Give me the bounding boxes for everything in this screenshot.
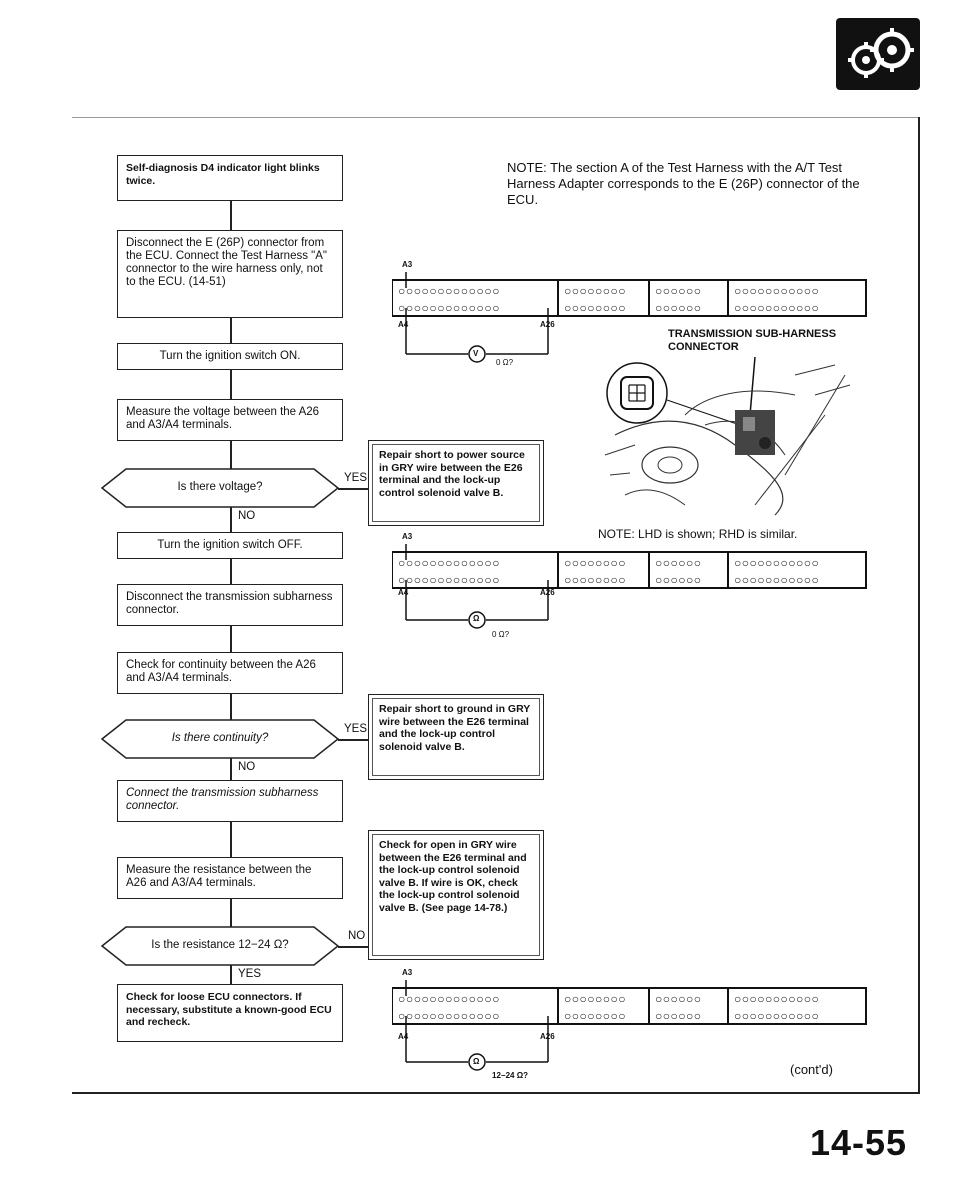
svg-text:○○○○○○: ○○○○○○ xyxy=(655,556,702,570)
svg-text:○○○○○○○○○○○○○: ○○○○○○○○○○○○○ xyxy=(398,573,501,587)
page-number: 14-55 xyxy=(810,1122,908,1163)
step-measure-resistance xyxy=(117,857,343,899)
step-check-continuity-text: Check for continuity between the A26 and A3/A4 terminals. xyxy=(126,659,316,684)
pin-a3-label-3: A3 xyxy=(402,968,413,977)
q3-no-line xyxy=(338,946,370,948)
step-measure-voltage-text: Measure the voltage between the A26 and A3/A4 terminals. xyxy=(126,406,320,431)
note-lhd: NOTE: LHD is shown; RHD is similar. xyxy=(598,527,798,541)
top-rule xyxy=(72,117,919,118)
step-check-ecu-connectors-text: Check for loose ECU connectors. If necessary, substitute a known-good ECU and recheck. xyxy=(126,991,332,1028)
right-rule xyxy=(918,117,920,1093)
q1-yes-line xyxy=(338,488,370,490)
step-disconnect-e-connector-text: Disconnect the E (26P) connector from the ECU. Connect the Test Harness "A" connector to the wire harness only, not to the ECU. (14-51) xyxy=(126,237,327,288)
pin-a4-label-3: A4 xyxy=(398,1032,409,1041)
transmission-illustration xyxy=(595,355,855,525)
connector-diagram-continuity xyxy=(392,532,870,647)
meter-ohm-symbol-3: Ω xyxy=(473,1057,480,1066)
svg-text:○○○○○○: ○○○○○○ xyxy=(655,284,702,298)
svg-text:○○○○○○○○: ○○○○○○○○ xyxy=(564,992,626,1006)
reading-1: 0 Ω? xyxy=(496,358,514,367)
step-ignition-on-text: Turn the ignition switch ON. xyxy=(159,350,301,362)
decision-resistance-text: Is the resistance 12−24 Ω? xyxy=(151,939,289,951)
step-self-diagnosis xyxy=(117,155,343,201)
step-self-diagnosis-text: Self-diagnosis D4 indicator light blinks twice. xyxy=(126,162,320,187)
svg-text:○○○○○○○○○○○○○: ○○○○○○○○○○○○○ xyxy=(398,1009,501,1023)
step-disconnect-subharness xyxy=(117,584,343,626)
svg-text:○○○○○○○○: ○○○○○○○○ xyxy=(564,556,626,570)
q2-yes-line xyxy=(338,739,370,741)
svg-text:○○○○○○○○: ○○○○○○○○ xyxy=(564,573,626,587)
svg-text:○○○○○○○○○○○: ○○○○○○○○○○○ xyxy=(734,301,820,315)
step-measure-voltage xyxy=(117,399,343,441)
result-short-to-ground-text: Repair short to ground in GRY wire between the E26 terminal and the lock-up control solenoid valve B. xyxy=(379,703,531,753)
meter-v-symbol: V xyxy=(473,349,479,358)
result-short-to-ground xyxy=(368,694,544,780)
pin-a3-label-2: A3 xyxy=(402,532,413,541)
note-test-harness: NOTE: The section A of the Test Harness with the A/T Test Harness Adapter corresponds to the E (26P) connector of the ECU. xyxy=(507,160,860,207)
svg-text:○○○○○○○○○○○○○: ○○○○○○○○○○○○○ xyxy=(398,556,501,570)
svg-text:○○○○○○○○○○○○○: ○○○○○○○○○○○○○ xyxy=(398,301,501,315)
step-connect-subharness-text: Connect the transmission subharness connector. xyxy=(126,787,319,812)
pin-a4-label-2: A4 xyxy=(398,588,409,597)
svg-text:○○○○○○○○○○○○○: ○○○○○○○○○○○○○ xyxy=(398,284,501,298)
svg-text:○○○○○○: ○○○○○○ xyxy=(655,573,702,587)
step-disconnect-e-connector xyxy=(117,230,343,318)
section-icon xyxy=(836,18,920,90)
result-check-open xyxy=(368,830,544,960)
q1-yes-label: YES xyxy=(344,472,368,484)
q2-no-label: NO xyxy=(238,761,256,773)
result-short-to-power xyxy=(368,440,544,526)
svg-text:○○○○○○○○○○○: ○○○○○○○○○○○ xyxy=(734,284,820,298)
svg-text:○○○○○○: ○○○○○○ xyxy=(655,1009,702,1023)
decision-voltage-text: Is there voltage? xyxy=(177,481,263,493)
svg-text:○○○○○○○○: ○○○○○○○○ xyxy=(564,1009,626,1023)
step-disconnect-subharness-text: Disconnect the transmission subharness connector. xyxy=(126,591,333,616)
svg-text:○○○○○○○○○○○: ○○○○○○○○○○○ xyxy=(734,1009,820,1023)
gears-icon xyxy=(836,18,920,90)
pin-a4-label: A4 xyxy=(398,320,409,329)
decision-continuity-text: Is there continuity? xyxy=(171,732,269,744)
q3-yes-label: YES xyxy=(238,968,262,980)
svg-text:○○○○○○: ○○○○○○ xyxy=(655,992,702,1006)
svg-text:○○○○○○: ○○○○○○ xyxy=(655,301,702,315)
result-check-open-text: Check for open in GRY wire between the E26 terminal and the lock-up control solenoid valve B. If wire is OK, check the lock-up control solenoid valve B. (See page 14-78.) xyxy=(379,839,527,914)
transmission-connector-label: TRANSMISSION SUB-HARNESS CONNECTOR xyxy=(668,328,837,353)
step-ignition-off-text: Turn the ignition switch OFF. xyxy=(157,539,303,551)
reading-3: 12−24 Ω? xyxy=(492,1071,528,1080)
pin-a26-label: A26 xyxy=(540,320,555,329)
pin-a26-label-2: A26 xyxy=(540,588,555,597)
q2-yes-label: YES xyxy=(344,723,368,735)
svg-text:○○○○○○○○○○○: ○○○○○○○○○○○ xyxy=(734,992,820,1006)
result-short-to-power-text: Repair short to power source in GRY wire between the E26 terminal and the lock-up control solenoid valve B. xyxy=(379,449,525,499)
continued-label: (cont'd) xyxy=(790,1062,833,1077)
step-measure-resistance-text: Measure the resistance between the A26 and A3/A4 terminals. xyxy=(126,864,312,889)
step-ignition-on xyxy=(117,343,343,370)
svg-text:○○○○○○○○: ○○○○○○○○ xyxy=(564,284,626,298)
svg-text:○○○○○○○○: ○○○○○○○○ xyxy=(564,301,626,315)
meter-ohm-symbol: Ω xyxy=(473,614,480,623)
step-ignition-off xyxy=(117,532,343,559)
q3-no-label: NO xyxy=(348,930,366,942)
step-check-continuity xyxy=(117,652,343,694)
step-connect-subharness xyxy=(117,780,343,822)
reading-2: 0 Ω? xyxy=(492,630,510,639)
bottom-rule xyxy=(72,1092,920,1094)
q1-no-label: NO xyxy=(238,510,256,522)
svg-text:○○○○○○○○○○○: ○○○○○○○○○○○ xyxy=(734,573,820,587)
svg-text:○○○○○○○○○○○○○: ○○○○○○○○○○○○○ xyxy=(398,992,501,1006)
svg-text:○○○○○○○○○○○: ○○○○○○○○○○○ xyxy=(734,556,820,570)
pin-a26-label-3: A26 xyxy=(540,1032,555,1041)
step-check-ecu-connectors xyxy=(117,984,343,1042)
pin-a3-label: A3 xyxy=(402,260,413,269)
